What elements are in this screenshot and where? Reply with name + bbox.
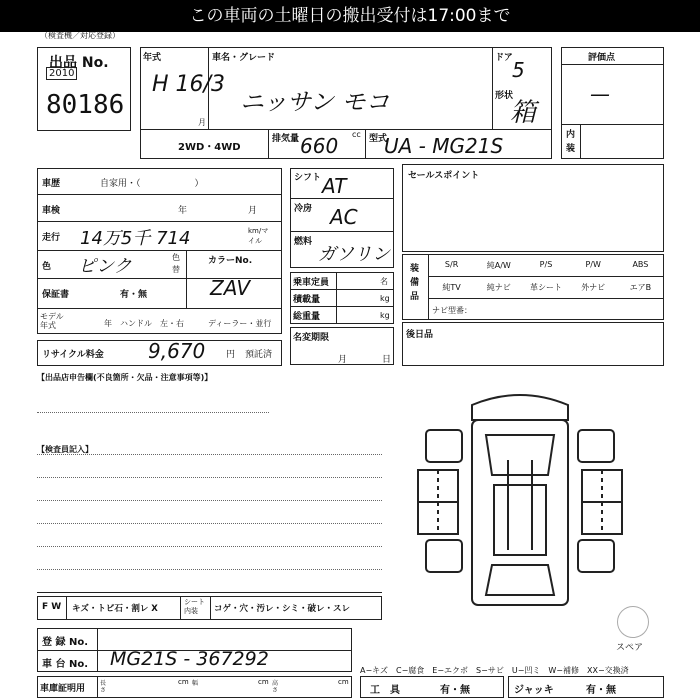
reg-label: 登 録 No. <box>42 637 89 648</box>
mileage-label: 走行 <box>42 233 61 243</box>
width-cm-unit: cm <box>258 678 269 686</box>
shape-value: 箱 <box>510 98 537 128</box>
recycle-unit: 円 <box>226 350 236 360</box>
name-change-month: 月 <box>338 355 348 365</box>
jack-label: ジャッキ <box>514 685 554 696</box>
rating-value: — <box>590 82 610 106</box>
equipment-option: 純ナビ <box>486 283 511 292</box>
warranty-value: 有・無 <box>120 290 148 300</box>
month-unit: 月 <box>198 118 206 127</box>
chassis-value: MG21S - 367292 <box>110 648 269 670</box>
inspection-month: 月 <box>248 206 258 216</box>
afterday-box <box>402 322 664 366</box>
chassis-label: 車 台 No. <box>42 659 89 670</box>
top-note: （検査機／対応登録） <box>40 31 120 40</box>
equipment-option: ABS <box>632 260 649 269</box>
load-kg-unit: kg <box>380 294 390 303</box>
saturday-pickup-banner: この車両の土曜日の搬出受付は17:00まで <box>0 0 700 32</box>
length-cm-unit: cm <box>178 678 189 686</box>
model-value: UA - MG21S <box>384 134 504 158</box>
name-value: ニッサン モコ <box>240 88 390 116</box>
fuel-label: 燃料 <box>294 237 313 247</box>
name-change-day: 日 <box>382 355 392 365</box>
inspection-label: 車検 <box>42 206 61 216</box>
shift-label: シフト <box>294 173 322 183</box>
door-label: ドア <box>495 53 513 63</box>
colorcode-value: ZAV <box>210 276 251 300</box>
seat-label: シート内装 <box>184 598 205 615</box>
dealer-label: ディーラー・並行 <box>208 319 272 328</box>
shift-value: AT <box>322 174 347 198</box>
equipment-option: 純TV <box>442 283 461 292</box>
equipment-option: エアB <box>629 283 652 292</box>
model-year-label: モデル年式 <box>40 312 64 330</box>
spare-tire-icon <box>617 606 649 638</box>
fw-value: キズ・トビ石・割レ X <box>72 604 158 614</box>
drive-label: 2WD・4WD <box>178 142 241 153</box>
rating-label: 評価点 <box>588 53 616 63</box>
colorcode-label: カラーNo. <box>208 256 253 266</box>
equipment-option: P/W <box>585 260 601 269</box>
mileage-unit: km/マイル <box>248 227 269 245</box>
interior-label: 内装 <box>566 130 576 154</box>
history-value: 自家用・（ ） <box>100 179 204 189</box>
mileage-value: 14万5千 714 <box>80 228 191 249</box>
displacement-value: 660 <box>300 134 339 158</box>
warranty-label: 保証書 <box>42 290 70 300</box>
ac-value: AC <box>330 205 358 229</box>
jack-value: 有・無 <box>586 685 616 696</box>
name-label: 車名・グレード <box>212 53 276 63</box>
door-value: 5 <box>512 58 525 82</box>
weight-kg-unit: kg <box>380 311 390 320</box>
spare-label: スペア <box>616 643 644 653</box>
length-label: 長さ <box>100 680 107 694</box>
seat-value: コゲ・穴・汚レ・シミ・破レ・スレ <box>214 604 351 614</box>
capacity-unit: 名 <box>380 277 388 286</box>
handle-label: ハンドル 左・右 <box>120 319 184 328</box>
equipment-option: S/R <box>444 260 459 269</box>
model-year-unit: 年 <box>104 319 112 328</box>
tools-value: 有・無 <box>440 685 470 696</box>
ac-label: 冷房 <box>294 204 313 214</box>
weight-label: 総重量 <box>293 312 321 322</box>
displacement-label: 排気量 <box>272 134 300 144</box>
recycle-label: リサイクル料金 <box>42 350 104 360</box>
color-change-label: 色替 <box>172 253 180 274</box>
exhibitor-notes-label: 【出品店申告欄(不良箇所・欠品・注意事項等)】 <box>37 373 213 382</box>
equipment-option: P/S <box>539 260 553 269</box>
model-label: 型式 <box>369 134 388 144</box>
height-label: 高さ <box>272 680 279 694</box>
width-label: 幅 <box>192 680 199 687</box>
shape-label: 形状 <box>495 91 514 101</box>
cert-label: 車庫証明用 <box>40 684 86 694</box>
name-change-label: 名変期限 <box>293 333 330 343</box>
car-damage-diagram <box>410 390 630 615</box>
nenshiki-value: H 16/3 <box>152 72 225 97</box>
lot-label: 出品 No. <box>49 55 109 71</box>
inspector-notes-label: 【検査員記入】 <box>37 445 93 454</box>
color-label: 色 <box>42 262 52 272</box>
fuel-value: ガソリン <box>318 244 390 265</box>
inspection-year: 年 <box>178 206 188 216</box>
recycle-deposit: 預託済 <box>245 350 273 360</box>
lot-number: 80186 <box>46 90 125 120</box>
nenshiki-label: 年式 <box>143 53 162 63</box>
equipment-label: 装備品 <box>410 264 420 302</box>
fw-label: F W <box>42 602 62 612</box>
recycle-value: 9,670 <box>148 339 206 363</box>
tools-label: 工 具 <box>370 685 400 696</box>
year-tag: 2010 <box>46 67 77 80</box>
damage-code-legend: A−キズ C−腐食 E−エクボ S−サビ U−凹ミ W−補修 XX−交換済 <box>360 666 629 675</box>
cc-unit: cc <box>352 130 361 139</box>
afterday-label: 後日品 <box>406 330 434 340</box>
capacity-label: 乗車定員 <box>293 278 330 288</box>
navi-label: ナビ型番： <box>432 306 472 315</box>
color-value: ピンク <box>78 256 132 277</box>
history-box <box>37 168 282 334</box>
equipment-option: 外ナビ <box>581 283 606 292</box>
height-cm-unit: cm <box>338 678 349 686</box>
history-label: 車歴 <box>42 179 61 189</box>
sales-points-label: セールスポイント <box>408 171 480 181</box>
equipment-option: 革シート <box>529 283 562 292</box>
equipment-option: 純A/W <box>486 261 511 270</box>
load-label: 積載量 <box>293 295 321 305</box>
